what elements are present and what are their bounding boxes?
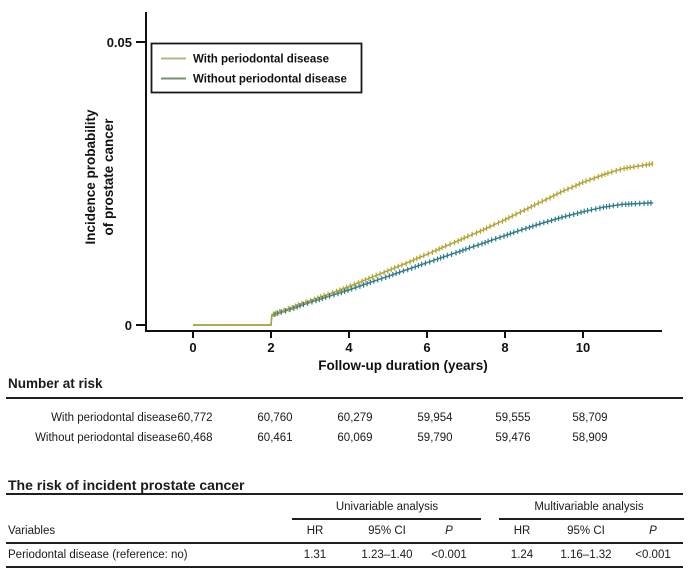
x-tick-label: 8 — [501, 340, 509, 355]
multi-p-cell: <0.001 — [635, 549, 671, 561]
risk-count: 59,476 — [495, 432, 531, 444]
x-tick-label: 0 — [189, 340, 197, 355]
risk-count: 60,760 — [257, 412, 293, 424]
risk-row-label-with: With periodontal disease — [51, 412, 177, 424]
col-header-multi-hr: HR — [513, 525, 531, 537]
risk-count: 59,790 — [417, 432, 453, 444]
risk-count: 60,772 — [177, 412, 213, 424]
col-header-uni-ci: 95% CI — [368, 525, 406, 537]
col-header-uni-hr: HR — [306, 525, 324, 537]
risk-count: 59,555 — [495, 412, 531, 424]
y-tick-label: 0.05 — [106, 35, 132, 50]
risk-table-top-rule — [6, 493, 683, 495]
univariable-underline — [292, 518, 481, 520]
variable-cell: Periodontal disease (reference: no) — [8, 549, 188, 561]
y-axis-title-line2: of prostate cancer — [101, 118, 116, 236]
legend-label-without: Without periodontal disease — [193, 73, 347, 86]
multi-hr-cell: 1.24 — [510, 549, 534, 561]
number-at-risk-title: Number at risk — [8, 376, 103, 391]
curve-with-periodontal-disease — [193, 164, 653, 325]
x-axis-title: Follow-up duration (years) — [318, 358, 488, 373]
legend — [152, 44, 362, 93]
legend-label-with: With periodontal disease — [193, 53, 330, 66]
y-axis-title-line1: Incidence probability — [83, 109, 98, 245]
uni-ci-cell: 1.23–1.40 — [361, 549, 413, 561]
col-header-variables: Variables — [8, 525, 56, 537]
univariable-group-header: Univariable analysis — [335, 501, 439, 513]
y-tick-label: 0 — [124, 318, 132, 333]
risk-table-title: The risk of incident prostate cancer — [8, 477, 245, 493]
risk-count: 60,279 — [337, 412, 373, 424]
col-header-multi-p: P — [649, 525, 657, 537]
risk-count: 60,069 — [337, 432, 373, 444]
incidence-curves — [193, 161, 653, 325]
uni-p-cell: <0.001 — [431, 549, 467, 561]
risk-count: 59,954 — [417, 412, 453, 424]
risk-row-label-without: Without periodontal disease — [35, 432, 177, 444]
risk-table-bottom-rule — [6, 566, 683, 568]
x-tick-label: 4 — [345, 340, 353, 355]
multivariable-underline — [499, 518, 684, 520]
risk-count: 60,468 — [177, 432, 213, 444]
risk-count: 58,709 — [572, 412, 608, 424]
x-tick-label: 2 — [267, 340, 275, 355]
uni-hr-cell: 1.31 — [303, 549, 327, 561]
number-at-risk-divider — [6, 397, 683, 399]
censor-marks-without — [275, 200, 651, 317]
multivariable-group-header: Multivariable analysis — [534, 501, 644, 513]
risk-table-mid-rule — [6, 542, 683, 544]
curve-without-periodontal-disease — [193, 203, 653, 325]
x-tick-label: 6 — [423, 340, 431, 355]
x-tick-label: 10 — [575, 340, 591, 355]
risk-count: 60,461 — [257, 432, 293, 444]
risk-count: 58,909 — [572, 432, 608, 444]
col-header-multi-ci: 95% CI — [567, 525, 605, 537]
col-header-uni-p: P — [445, 525, 453, 537]
multi-ci-cell: 1.16–1.32 — [560, 549, 612, 561]
